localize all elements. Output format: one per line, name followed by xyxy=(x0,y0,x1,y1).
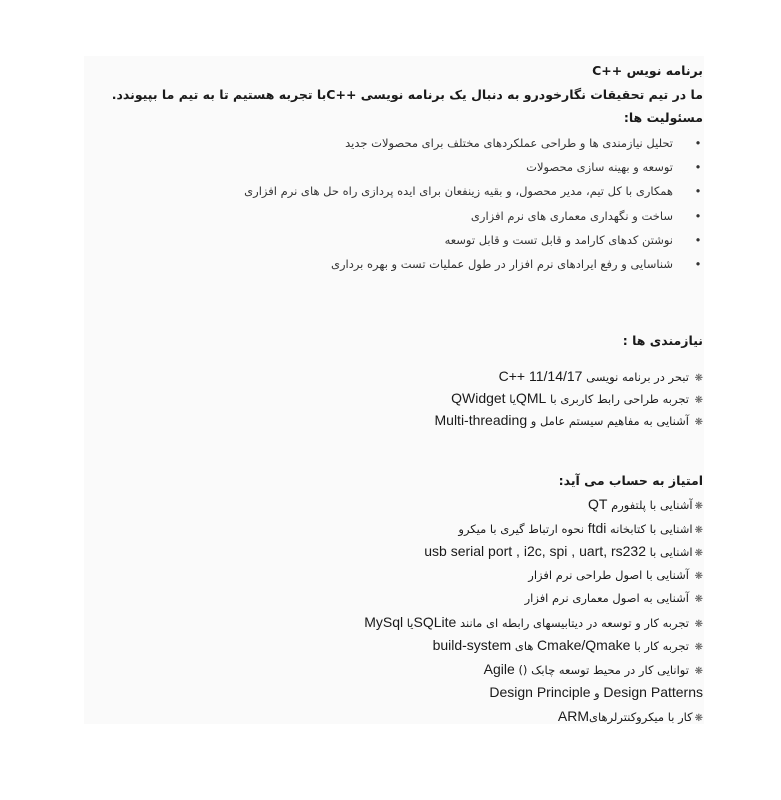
requirements-list xyxy=(163,366,703,432)
asterisk-icon: ❋ xyxy=(694,642,703,653)
requirements-heading: نیازمندی ها : xyxy=(622,333,703,348)
list-item: Design Patterns و Design Principle xyxy=(489,684,703,700)
asterisk-icon: ❋ xyxy=(694,373,703,384)
list-item: • توسعه و بهینه سازی محصولات xyxy=(526,160,702,175)
responsibilities-heading: مسئولیت ها: xyxy=(623,110,703,125)
plus-list xyxy=(163,494,703,729)
list-item: ❋ آشنایی به اصول معماری نرم افزار xyxy=(524,591,703,605)
list-item: ❋ تجربه کار و توسعه در دیتابیسهای رابطه ای مانند SQLiteیا MySql xyxy=(364,613,703,630)
asterisk-icon: ❋ xyxy=(694,665,703,677)
list-item: • همکاری با کل تیم، مدیر محصول، و بقیه زینفعان برای ایده پردازی راه حل های نرم افزاری xyxy=(244,184,702,199)
list-item: • شناسایی و رفع ایرادهای نرم افزار در طول عملیات تست و بهره برداری xyxy=(330,256,702,271)
plus-heading: امتیاز به حساب می آید: xyxy=(558,473,703,488)
asterisk-icon: ❋ xyxy=(694,524,703,536)
list-item: ❋ آشنایی به مفاهیم سیستم عامل و Multi-threading xyxy=(434,412,703,428)
list-item: ❋کار با میکروکنترلرهایARM xyxy=(557,707,703,724)
asterisk-icon: ❋ xyxy=(694,395,703,406)
list-item: ❋ توانایی کار در محیط توسعه چابک () Agile xyxy=(483,660,703,677)
bullet-icon: • xyxy=(694,160,702,175)
list-item: ❋ آشنایی با اصول طراحی نرم افزار xyxy=(528,567,703,582)
intro-paragraph: ما در تیم تحقیقات نگارخودرو به دنبال یک برنامه نویسی ++Cبا تجربه هستیم تا به تیم ما بپیوندد. xyxy=(111,87,703,102)
list-item: ❋اشنایی با کتابخانه ftdi نحوه ارتباط گیری با میکرو xyxy=(458,519,703,536)
bullet-icon: • xyxy=(694,208,702,223)
list-item: ❋اشنایی با usb serial port , i2c, spi , uart, rs232 xyxy=(424,543,703,559)
asterisk-icon: ❋ xyxy=(694,594,703,605)
job-title: برنامه نویس ++C xyxy=(592,63,703,78)
asterisk-icon: ❋ xyxy=(694,712,703,724)
list-item: • تحلیل نیازمندی ها و طراحی عملکردهای مختلف برای محصولات جدید xyxy=(345,136,702,150)
bullet-icon: • xyxy=(694,184,702,199)
list-item: ❋ تجربه کار با Cmake/Qmake های build-system xyxy=(432,637,703,653)
bullet-icon: • xyxy=(694,232,702,247)
bullet-icon: • xyxy=(694,256,702,271)
list-item: • نوشتن کدهای کارامد و قابل تست و قابل توسعه xyxy=(444,232,702,247)
responsibilities-list xyxy=(183,134,703,279)
list-item: • ساخت و نگهداری معماری های نرم افزاری xyxy=(470,208,702,223)
asterisk-icon: ❋ xyxy=(694,417,703,428)
list-item: ❋ تجربه طراحی رابط کاربری با QMLیا QWidget xyxy=(451,390,703,406)
asterisk-icon: ❋ xyxy=(694,618,703,630)
asterisk-icon: ❋ xyxy=(694,548,703,559)
asterisk-icon: ❋ xyxy=(694,501,703,512)
asterisk-icon: ❋ xyxy=(694,570,703,582)
bullet-icon: • xyxy=(694,136,702,150)
list-item: ❋آشنایی با پلتفورم QT xyxy=(587,496,703,512)
list-item: ❋ تبحر در برنامه نویسی C++ 11/14/17 xyxy=(498,368,703,384)
